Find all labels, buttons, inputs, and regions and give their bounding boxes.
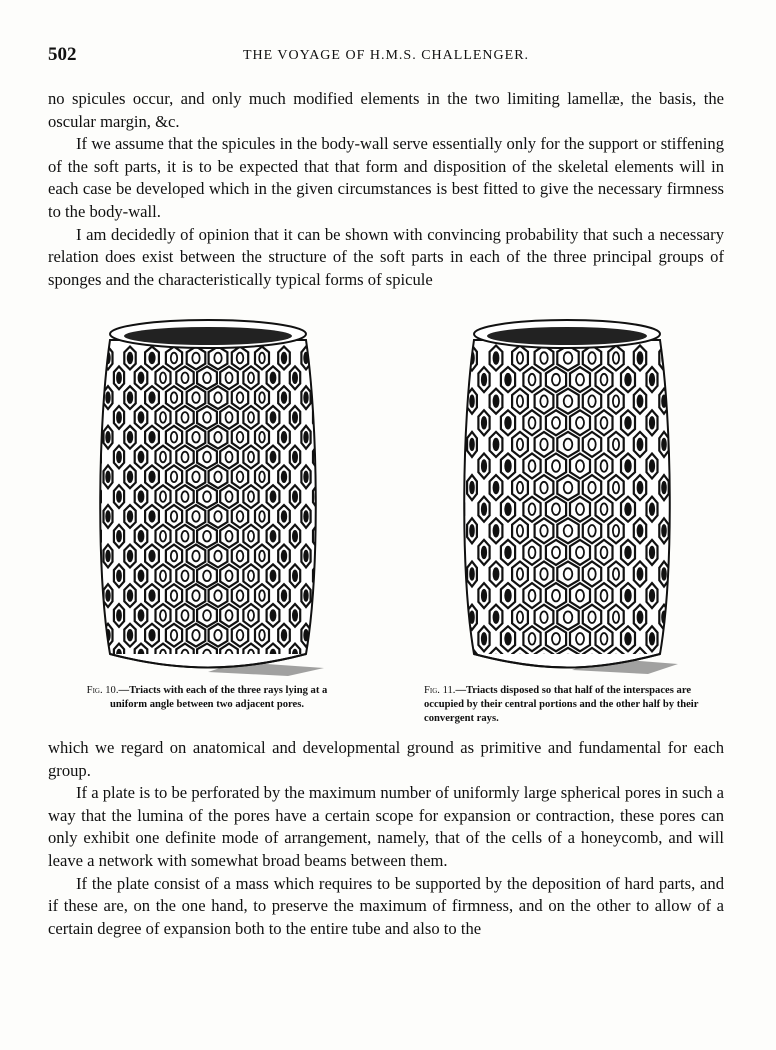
- paragraph-continuation: no spicules occur, and only much modified elements in the two limiting lamellæ, the basis, the oscular margin, &c.: [48, 89, 724, 131]
- page-number: 502: [48, 44, 77, 65]
- figure-11-caption: [424, 684, 724, 726]
- paragraph: If the plate consist of a mass which requires to be supported by the deposition of hard parts, and if these are, on the one hand, to preserve the maximum of firmness, and on the other to allow of a certain degree of expansion both to the entire tube and also to the: [48, 873, 724, 938]
- body-text-bottom: [48, 737, 724, 940]
- figure-10-sponge-illustration: [88, 312, 328, 682]
- figure-11-label: Fig. 11.: [424, 685, 456, 696]
- paragraph: I am decidedly of opinion that it can be shown with convincing probability that such a necessary relation does exist between the structure of the soft parts in each of the three principal groups of sponges and the characteristically typical forms of spicule: [48, 224, 724, 289]
- running-head: THE VOYAGE OF H.M.S. CHALLENGER.: [242, 48, 530, 63]
- figure-10-caption: [72, 684, 342, 712]
- figure-10-label: Fig. 10.: [86, 685, 119, 696]
- paragraph: If a plate is to be perforated by the maximum number of uniformly large spherical pores in such a way that the lumina of the pores have a certain scope for expansion or contraction, these pores can only exhibit one definite mode of arrangement, namely, that of the cells of a honeycomb, and will leave a network with somewhat broad beams between them.: [48, 783, 724, 870]
- body-text-top: [48, 88, 724, 291]
- figure-11-caption-text: —Triacts disposed so that half of the interspaces are occupied by their central portions and the other half by their convergent rays.: [424, 685, 699, 724]
- paragraph: If we assume that the spicules in the body-wall serve essentially only for the support or stiffening of the soft parts, it is to be expected that that form and disposition of the skeletal elements will in each case be developed which in the given circumstances is best fitted to give the necessary firmness to the body-wall.: [48, 134, 724, 221]
- figure-11-sponge-illustration: [452, 312, 682, 682]
- paragraph-continuation: which we regard on anatomical and developmental ground as primitive and fundamental for each group.: [48, 738, 724, 780]
- figure-10-caption-text: —Triacts with each of the three rays lying at a uniform angle between two adjacent pores.: [109, 685, 328, 710]
- page-header: [48, 44, 724, 68]
